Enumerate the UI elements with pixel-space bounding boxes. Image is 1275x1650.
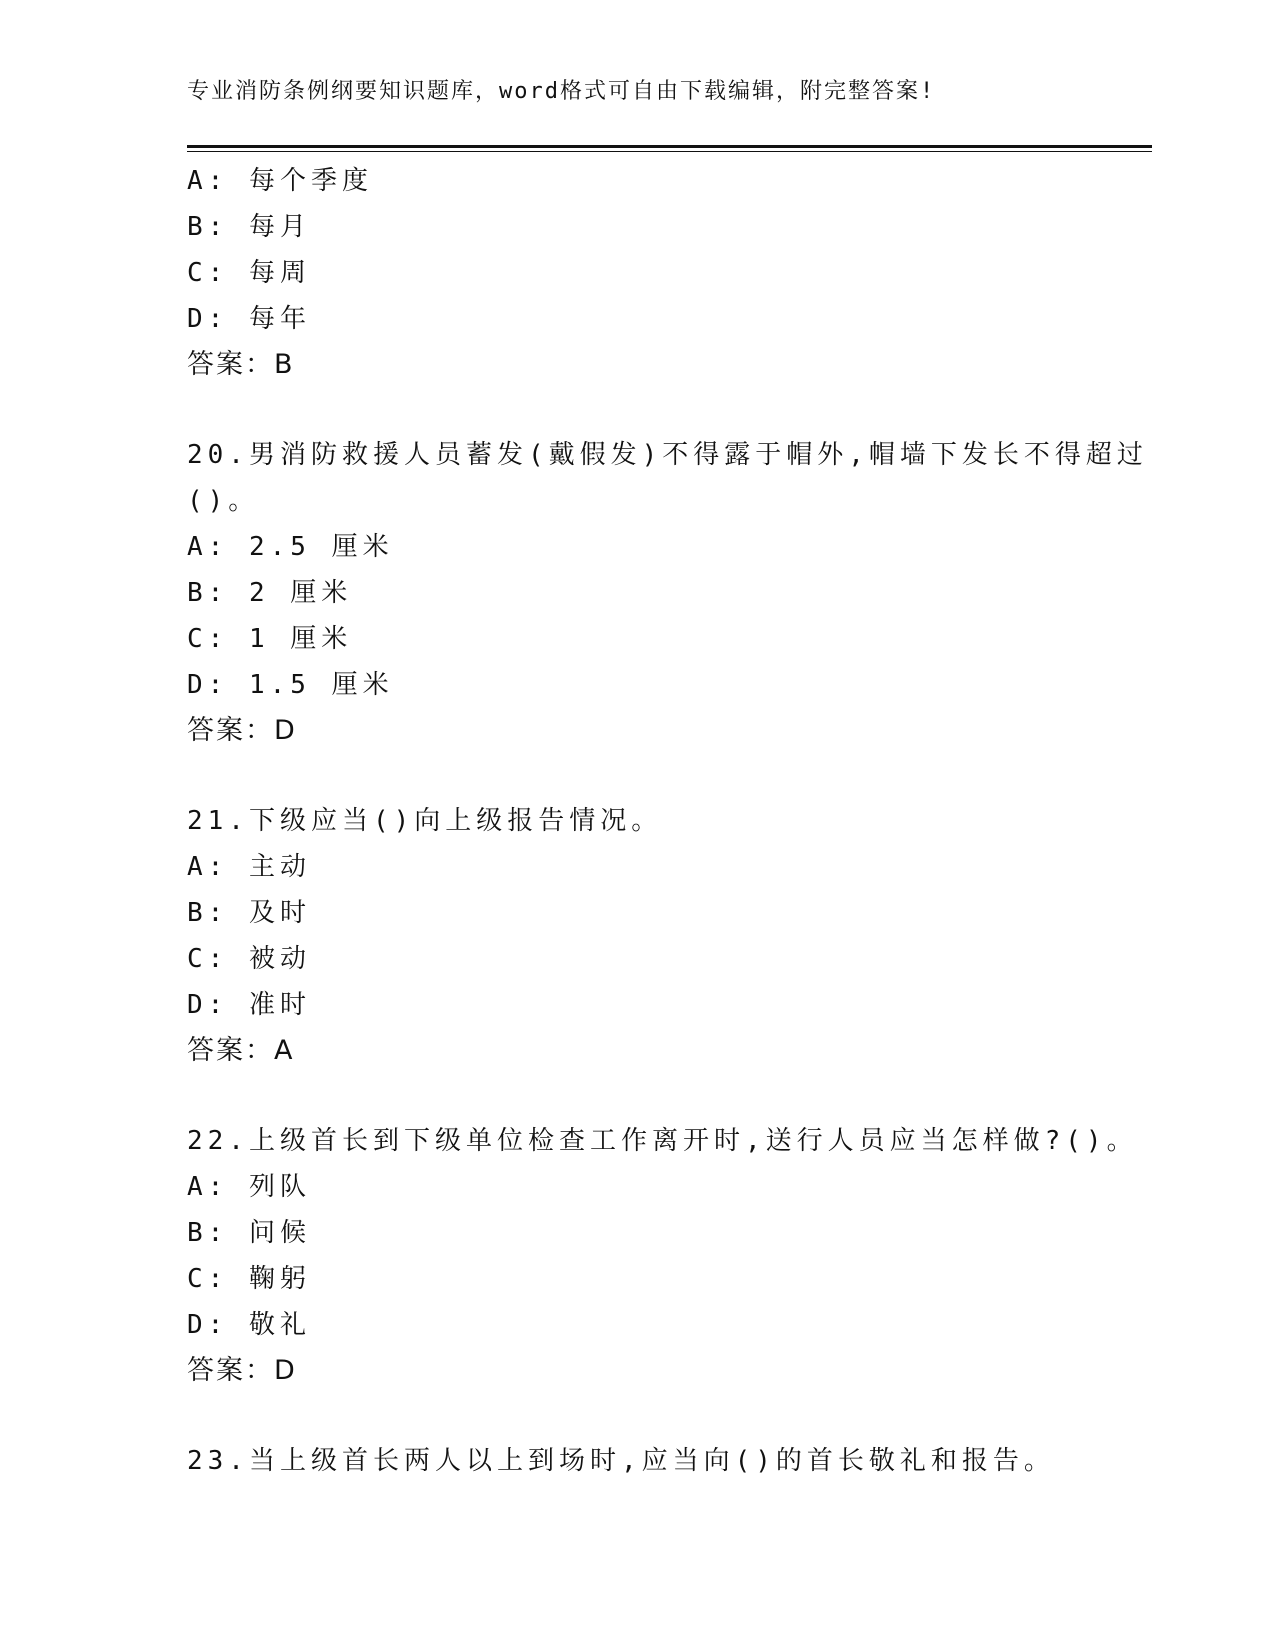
option-b: B: 每月 [187, 212, 311, 242]
option-a: A: 主动 [187, 852, 311, 882]
question-block-22 [187, 1118, 1138, 1394]
spacer [187, 754, 1087, 798]
answer: 答案：B [187, 349, 295, 380]
question-stem: 21.下级应当()向上级报告情况。 [187, 806, 663, 836]
question-stem-continued: ()。 [187, 486, 260, 516]
answer: 答案：D [187, 1355, 297, 1386]
option-b: B: 问候 [187, 1218, 311, 1248]
option-d: D: 敬礼 [187, 1310, 311, 1340]
option-d: D: 1.5 厘米 [187, 670, 394, 700]
header-rule-thin [187, 151, 1152, 152]
option-c: C: 鞠躬 [187, 1264, 311, 1294]
spacer [187, 1394, 1087, 1438]
question-block-21 [187, 798, 1087, 1074]
option-b: B: 及时 [187, 898, 311, 928]
question-block-20 [187, 432, 1148, 754]
spacer [187, 388, 1087, 432]
page-header: 专业消防条例纲要知识题库，word格式可自由下载编辑，附完整答案! [187, 79, 936, 104]
option-a: A: 列队 [187, 1172, 311, 1202]
option-a: A: 2.5 厘米 [187, 532, 394, 562]
question-stem: 22.上级首长到下级单位检查工作离开时,送行人员应当怎样做?()。 [187, 1126, 1138, 1156]
question-block-19 [187, 158, 1087, 388]
option-d: D: 准时 [187, 990, 311, 1020]
option-c: C: 每周 [187, 258, 311, 288]
option-c: C: 1 厘米 [187, 624, 353, 654]
answer: 答案：A [187, 1035, 295, 1066]
option-a: A: 每个季度 [187, 166, 373, 196]
option-d: D: 每年 [187, 304, 311, 334]
option-b: B: 2 厘米 [187, 578, 353, 608]
option-c: C: 被动 [187, 944, 311, 974]
question-content [187, 158, 1148, 1484]
header-rule-thick [187, 145, 1152, 148]
answer: 答案：D [187, 715, 297, 746]
spacer [187, 1074, 1087, 1118]
question-stem: 20.男消防救援人员蓄发(戴假发)不得露于帽外,帽墙下发长不得超过 [187, 440, 1148, 470]
question-block-23 [187, 1438, 1087, 1484]
question-stem: 23.当上级首长两人以上到场时,应当向()的首长敬礼和报告。 [187, 1446, 1055, 1476]
